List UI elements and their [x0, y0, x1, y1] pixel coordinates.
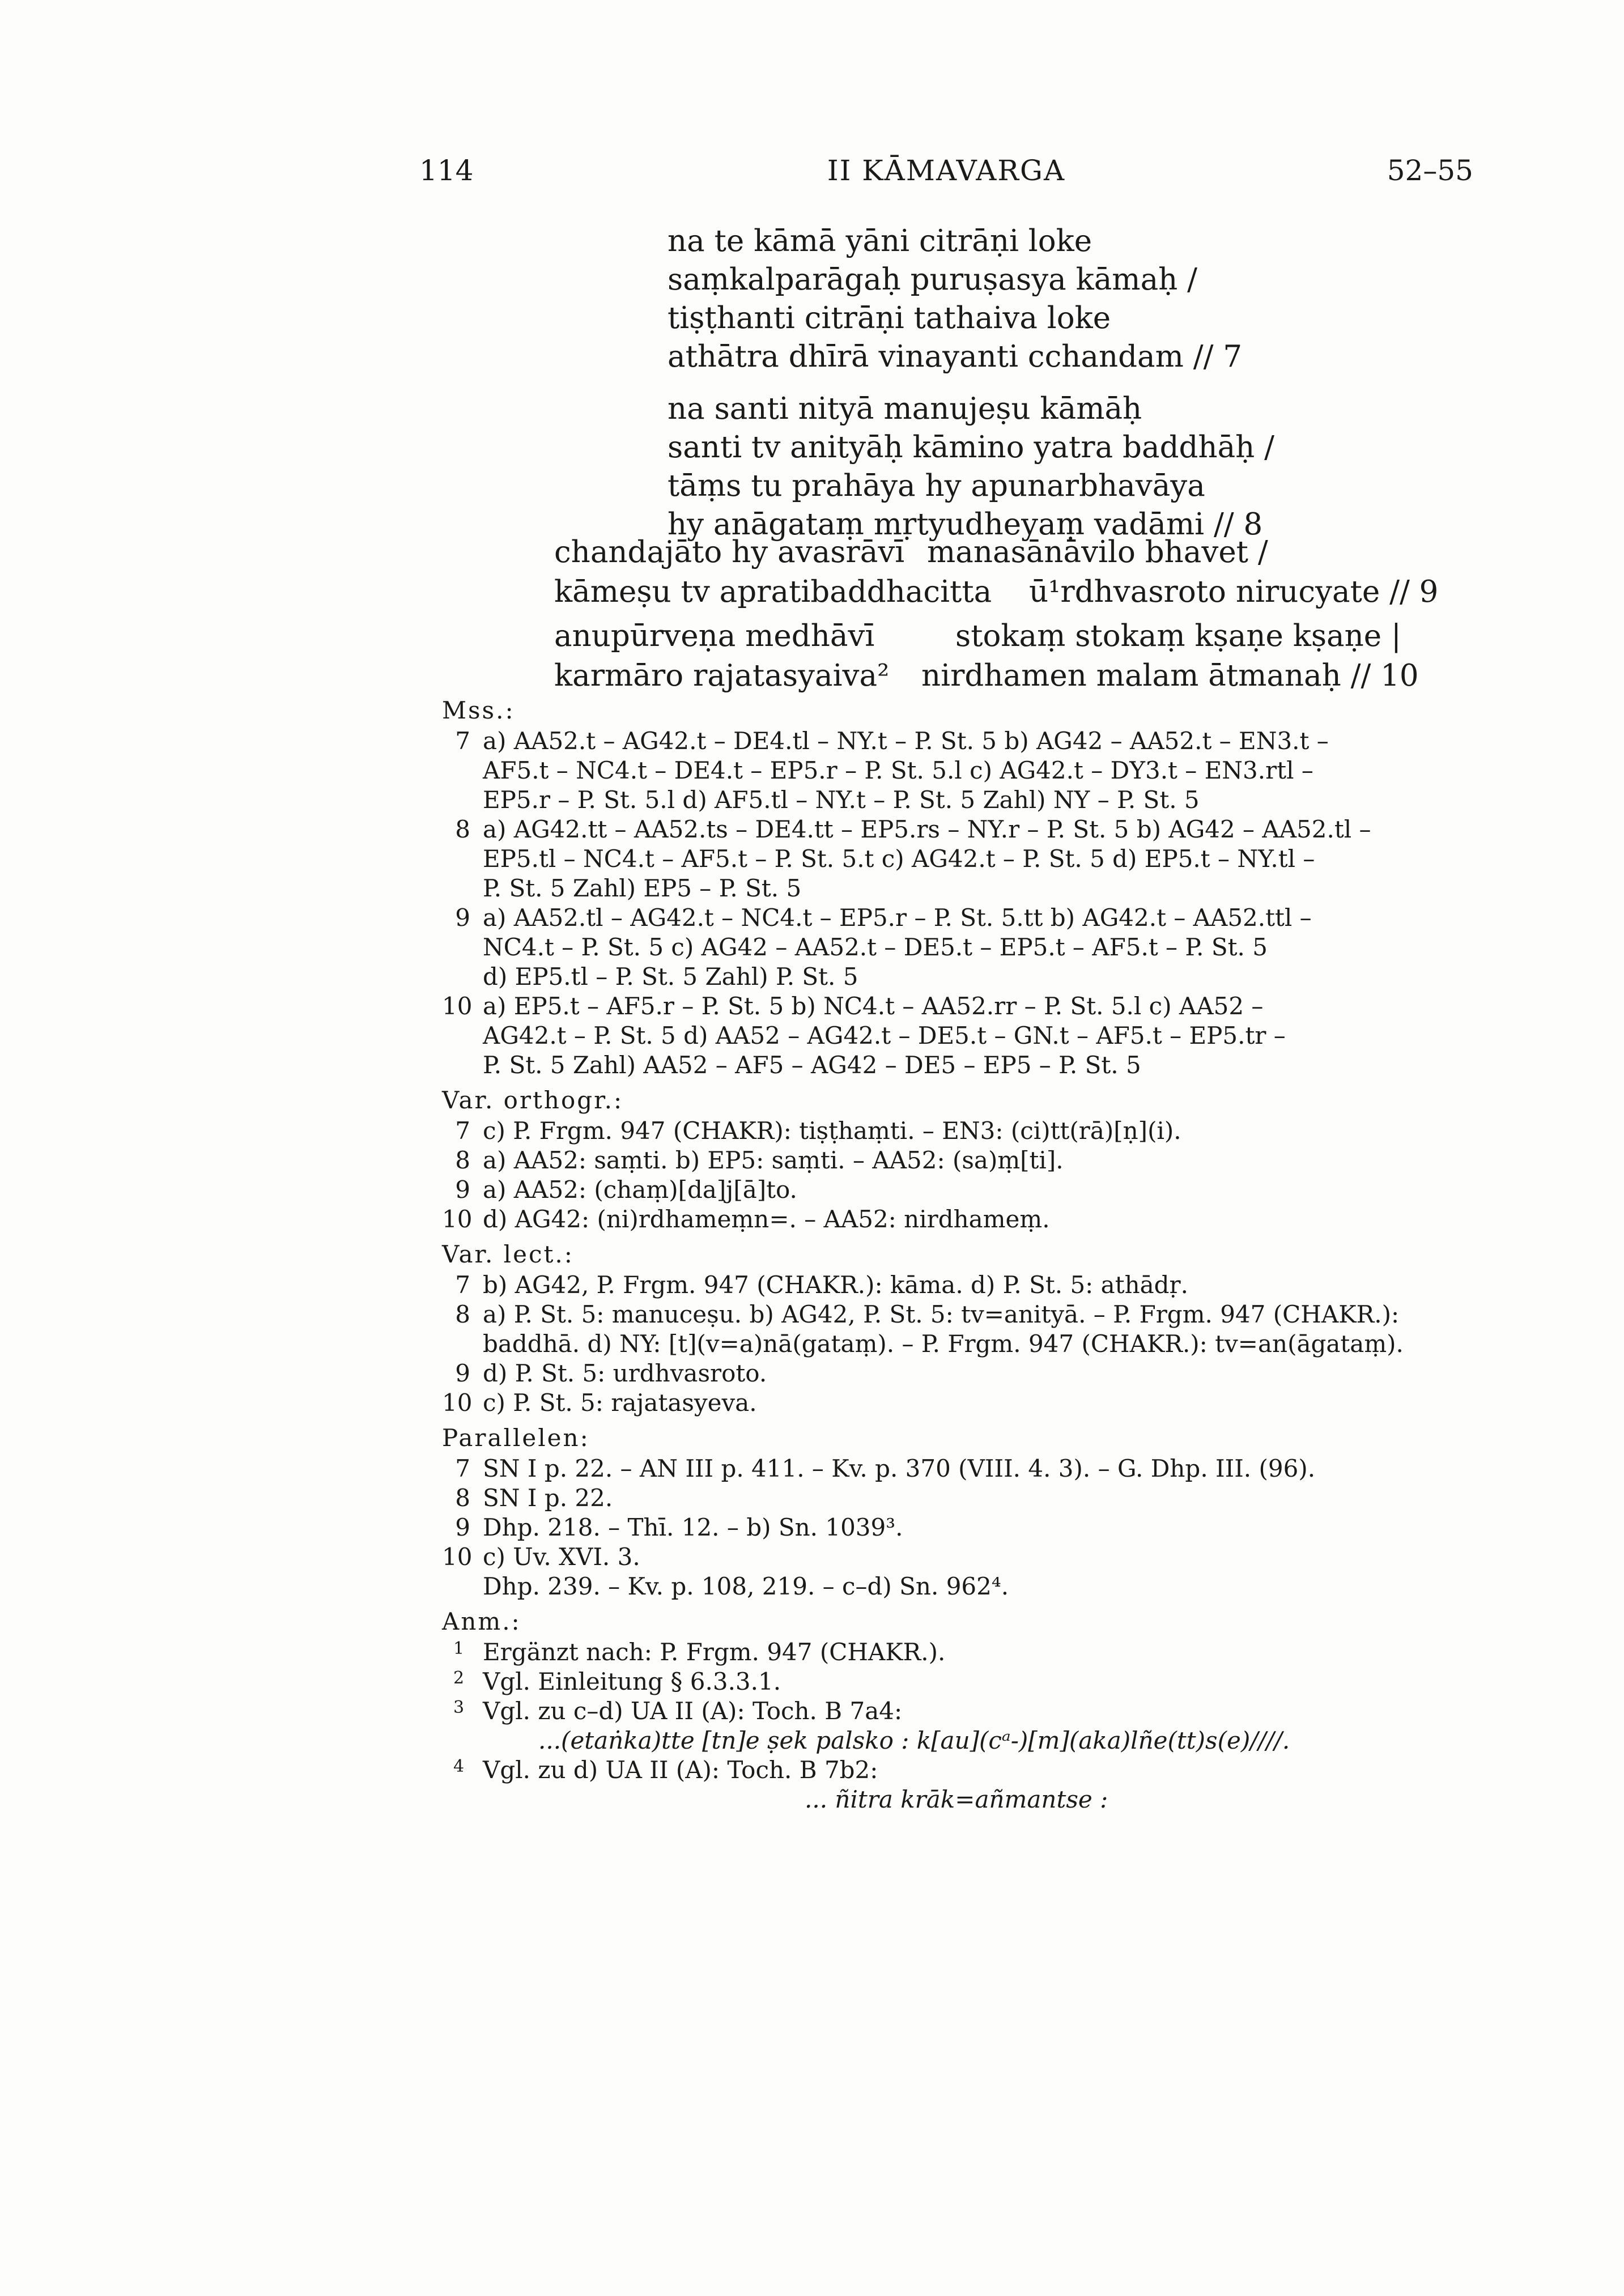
page-number: 114	[419, 154, 474, 187]
var-orthogr-entry: 10 d) AG42: (ni)rdhameṃn=. – AA52: nirdhameṃ.	[442, 1205, 1050, 1233]
apparatus	[442, 696, 1496, 1814]
verse-pada-d: ū¹rdhvasroto nirucyate // 9	[1029, 575, 1439, 609]
verse-line: tiṣṭhanti citrāṇi tathaiva loke	[668, 301, 1111, 335]
verse-10	[554, 616, 1517, 696]
verse-pada-a: anupūrveṇa medhāvī	[554, 619, 875, 653]
verses-7-8	[668, 222, 1274, 544]
mss-entry: 8 a) AG42.tt – AA52.ts – DE4.tt – EP5.rs – NY.r – P. St. 5 b) AG42 – AA52.tl – EP5.tl – NC4.t – AF5.t – P. St. 5.t c) AG42.t – P. St. 5 d) EP5.t – NY.tl – P. St. 5 Zahl) EP5 – P. St. 5	[455, 815, 1371, 902]
verse-range: 52–55	[1387, 154, 1473, 187]
var-orthogr-entry: 8 a) AA52: saṃti. b) EP5: saṃti. – AA52: (sa)ṃ[ti].	[455, 1146, 1064, 1174]
verse-line: na te kāmā yāni citrāṇi loke	[668, 224, 1092, 258]
running-header	[419, 154, 1473, 194]
mss-entry: 9 a) AA52.tl – AG42.t – NC4.t – EP5.r – P. St. 5.tt b) AG42.t – AA52.ttl – NC4.t – P. St. 5 c) AG42 – AA52.t – DE5.t – EP5.t – AF5.t – P. St. 5 d) EP5.tl – P. St. 5 Zahl) P. St. 5	[455, 904, 1312, 990]
parallelen-entry: 9 Dhp. 218. – Thī. 12. – b) Sn. 1039³.	[455, 1513, 903, 1541]
tocharian-quote: ... ñitra krāk=añmantse :	[805, 1785, 1108, 1813]
footnote: 4 Vgl. zu d) UA II (A): Toch. B 7b2:	[453, 1756, 878, 1784]
mss-entry: 7 a) AA52.t – AG42.t – DE4.tl – NY.t – P. St. 5 b) AG42 – AA52.t – EN3.t – AF5.t – NC4.t – DE4.t – EP5.r – P. St. 5.l c) AG42.t – DY3.t – EN3.rtl – EP5.r – P. St. 5.l d) AF5.tl – NY.t – P. St. 5 Zahl) NY – P. St. 5	[455, 727, 1329, 814]
var-orthogr-title: Var. orthogr.:	[442, 1086, 624, 1114]
verse-line: athātra dhīrā vinayanti cchandam // 7	[668, 339, 1243, 374]
var-lect-title: Var. lect.:	[442, 1240, 574, 1268]
var-lect-entry: 7 b) AG42, P. Frgm. 947 (CHAKR.): kāma. d) P. St. 5: athādṛ.	[455, 1271, 1188, 1299]
verse-line: saṃkalparāgaḥ puruṣasya kāmaḥ /	[668, 262, 1198, 297]
verse-line: hy anāgataṃ mṛtyudheyaṃ vadāmi // 8	[668, 507, 1263, 542]
var-lect-entry: 8 a) P. St. 5: manuceṣu. b) AG42, P. St. 5: tv=anityā. – P. Frgm. 947 (CHAKR.): baddhā. d) NY: [t](v=a)nā(gataṃ). – P. Frgm. 947 (CHAKR.): tv=an(āgataṃ).	[455, 1300, 1404, 1358]
verse-line: tāṃs tu prahāya hy apunarbhavāya	[668, 469, 1205, 503]
running-title: II KĀMAVARGA	[827, 154, 1066, 187]
verse-pada-c: karmāro rajatasyaiva²	[554, 658, 890, 693]
var-lect-entry: 10 c) P. St. 5: rajatasyeva.	[442, 1389, 757, 1417]
parallelen-title: Parallelen:	[442, 1424, 590, 1452]
verse-line: na santi nityā manujeṣu kāmāḥ	[668, 392, 1142, 426]
verse-pada-b: manasānāvilo bhavet /	[927, 535, 1268, 569]
footnote: 2 Vgl. Einleitung § 6.3.3.1.	[453, 1668, 781, 1695]
parallelen-entry: 8 SN I p. 22.	[455, 1484, 613, 1512]
verse-pada-b: stokaṃ stokaṃ kṣaṇe kṣaṇe |	[955, 619, 1401, 653]
parallelen-entry: 10 c) Uv. XVI. 3. Dhp. 239. – Kv. p. 108, 219. – c–d) Sn. 962⁴.	[442, 1543, 1009, 1600]
mss-entry: 10 a) EP5.t – AF5.r – P. St. 5 b) NC4.t – AA52.rr – P. St. 5.l c) AA52 – AG42.t – P. St. 5 d) AA52 – AG42.t – DE5.t – GN.t – AF5.t – EP5.tr – P. St. 5 Zahl) AA52 – AF5 – AG42 – DE5 – EP5 – P. St. 5	[442, 992, 1286, 1079]
verse-9	[554, 533, 1517, 612]
verse-line: santi tv anityāḥ kāmino yatra baddhāḥ /	[668, 430, 1274, 465]
var-orthogr-entry: 9 a) AA52: (chaṃ)[da]j[ā]to.	[455, 1176, 797, 1204]
mss-title: Mss.:	[442, 696, 515, 724]
var-lect-entry: 9 d) P. St. 5: urdhvasroto.	[455, 1359, 767, 1387]
var-orthogr-entry: 7 c) P. Frgm. 947 (CHAKR): tiṣṭhaṃti. – EN3: (ci)tt(rā)[ṇ](i).	[455, 1117, 1181, 1145]
verse-pada-d: nirdhamen malam ātmanaḥ // 10	[921, 658, 1419, 693]
verse-pada-c: kāmeṣu tv apratibaddhacitta	[554, 575, 992, 609]
footnote: 1 Ergänzt nach: P. Frgm. 947 (CHAKR.).	[453, 1638, 946, 1666]
anm-title: Anm.:	[442, 1608, 521, 1635]
tocharian-quote: ...(etaṅka)tte [tn]e ṣek palsko : k[au](cᵃ-)[m](aka)lñe(tt)s(e)////.	[538, 1727, 1290, 1754]
verse-pada-a: chandajāto hy avasrāvī	[554, 535, 905, 569]
parallelen-entry: 7 SN I p. 22. – AN III p. 411. – Kv. p. 370 (VIII. 4. 3). – G. Dhp. III. (96).	[455, 1455, 1316, 1482]
footnote: 3 Vgl. zu c–d) UA II (A): Toch. B 7a4:	[453, 1697, 903, 1725]
